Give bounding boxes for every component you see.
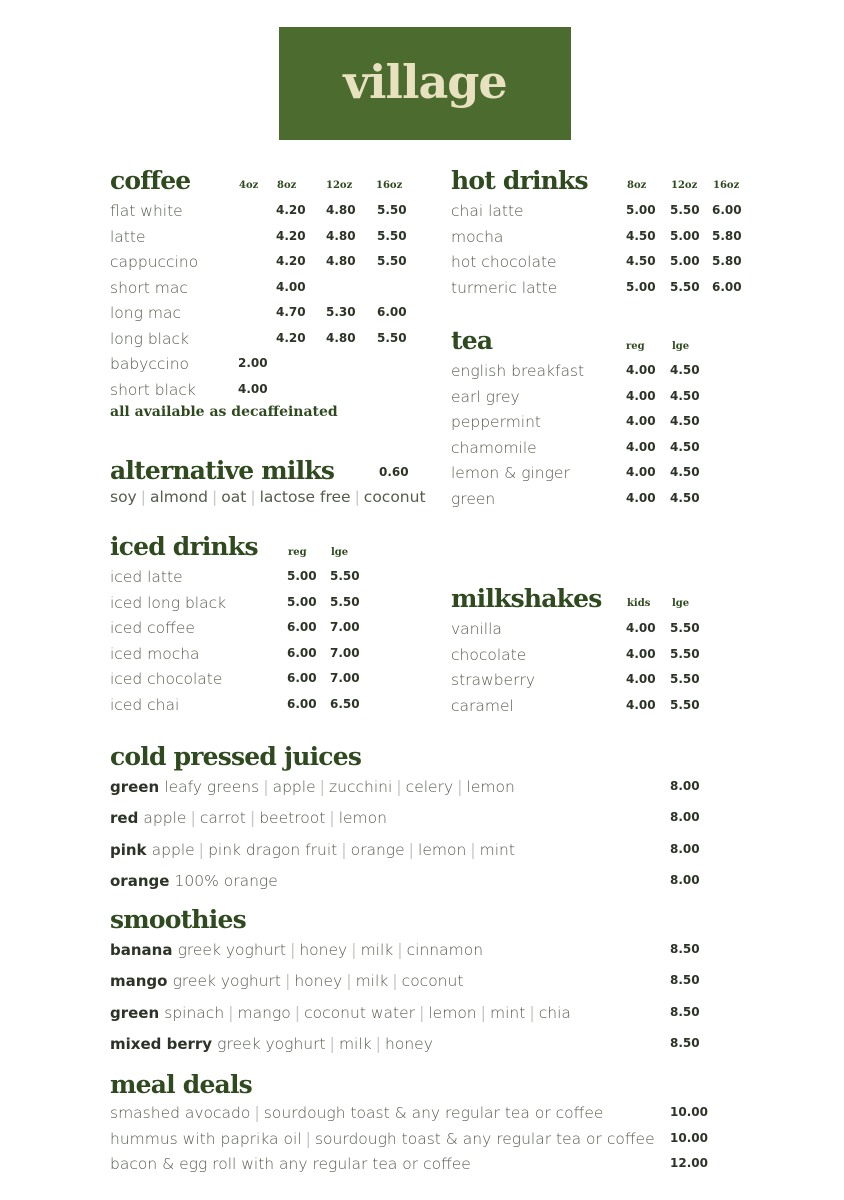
ingredient: coconut [401,972,464,991]
item-price: 8.50 [670,1004,700,1019]
section-title: alternative milks [110,456,335,485]
item-name: mixed berry [110,1034,213,1053]
item-name: peppermint [451,413,541,431]
decaf-note: all available as decaffeinated [110,404,338,420]
ingredient: chia [538,1003,571,1022]
ingredient: mango [237,1003,291,1022]
item-price: 4.20 [276,228,306,243]
milk-option: soy [110,488,137,506]
separator: | [408,839,415,859]
menu-item-row [451,486,771,511]
item-price: 7.00 [330,620,360,634]
meal-description: smashed avocado [110,1104,251,1122]
menu-item-row [110,1126,730,1151]
item-name: iced long black [110,593,227,612]
item-name: iced latte [110,568,183,586]
item-price: 6.00 [712,203,742,217]
item-name: flat white [110,202,183,220]
menu-item-row [110,351,430,376]
item-price: 4.70 [276,305,306,319]
item-price: 4.50 [626,228,656,243]
separator: | [254,1103,260,1122]
menu-item-row [110,377,430,402]
item-name: pink [110,840,147,859]
menu-item-row [110,692,430,717]
separator: | [418,1002,425,1022]
item-price: 7.00 [330,645,360,660]
item-name: hot chocolate [451,253,557,271]
item-price: 6.00 [377,305,407,319]
item-price: 4.00 [626,388,656,403]
size-header: 8oz [627,180,647,191]
item-name: long black [110,329,189,348]
separator: | [212,488,218,506]
alt-milk-options [110,488,426,506]
item-price: 4.00 [626,490,656,505]
menu-item-row [110,300,430,325]
item-name: iced mocha [110,644,200,663]
size-header: lge [672,598,690,609]
ingredient: apple [272,778,316,796]
menu-item-row [110,771,730,802]
section-title: coffee [110,166,191,195]
item-price: 4.50 [670,388,700,403]
separator: | [396,777,402,796]
separator: | [457,777,463,796]
item-price: 4.00 [626,414,656,428]
section-title: hot drinks [451,166,588,195]
separator: | [375,1033,382,1053]
separator: | [190,808,196,828]
menu-item-row [451,616,771,641]
item-price: 6.00 [712,279,742,294]
meal-description: sourdough toast & any regular tea or coffee [314,1129,655,1148]
ingredient: coconut water [304,1003,415,1022]
separator: | [284,971,291,991]
item-price: 4.80 [326,203,356,217]
item-price: 5.80 [712,228,742,243]
item-price: 5.80 [712,254,742,268]
item-price: 8.50 [670,973,700,988]
item-price: 8.00 [670,779,700,793]
size-header: 8oz [277,180,297,191]
item-price: 4.20 [276,254,306,268]
item-name: caramel [451,696,514,715]
item-price: 12.00 [670,1156,708,1170]
item-name: iced chai [110,695,180,714]
ingredient: mint [479,840,515,859]
ingredient: spinach [164,1003,225,1022]
menu-item-row [110,802,730,833]
menu-item-row [110,564,430,589]
ingredient: lemon [338,809,387,828]
separator: | [392,971,398,991]
item-price: 8.00 [670,841,700,856]
menu-item-row [110,1151,730,1176]
item-name: cappuccino [110,253,199,271]
size-header: 12oz [326,180,353,191]
item-price: 4.00 [626,465,656,479]
milk-option: lactose free [259,488,351,506]
menu-item-row [110,997,730,1028]
smoothies-section [110,905,730,1065]
ingredient: lemon [418,840,467,859]
item-price: 8.00 [670,810,700,825]
separator: | [319,777,326,796]
item-price: 10.00 [670,1130,708,1145]
item-name: mocha [451,227,504,246]
ingredient: zucchini [329,778,393,796]
menu-item-row [110,326,430,351]
menu-item-row [110,965,730,996]
ingredient: orange [350,840,405,859]
meal-description: sourdough toast & any regular tea or coffee [263,1104,604,1122]
item-price: 5.30 [326,305,356,319]
item-price: 5.00 [670,254,700,268]
separator: | [354,488,360,506]
separator: | [263,777,269,796]
item-price: 5.00 [287,569,317,583]
separator: | [140,488,146,506]
item-name: vanilla [451,620,502,638]
item-price: 4.00 [238,381,268,396]
menu-item-row [110,1100,730,1125]
ingredient: greek yoghurt [217,1034,326,1053]
milk-option: oat [221,488,247,506]
item-name: mango [110,972,168,991]
section-title: tea [451,326,493,355]
size-header: 16oz [376,180,403,191]
item-name: green [110,1003,160,1022]
menu-item-row [110,865,730,896]
menu-item-row [110,615,430,640]
menu-item-row [451,435,771,460]
item-name: chocolate [451,645,527,664]
item-name: orange [110,871,170,890]
separator: | [289,940,296,959]
menu-item-row [110,834,730,865]
item-price: 5.00 [626,279,656,294]
item-name: green [110,778,160,796]
menu-item-row [451,275,771,300]
item-price: 4.50 [626,254,656,268]
item-name: short black [110,380,196,399]
size-header: 16oz [713,180,740,191]
ingredient: 100% orange [174,871,278,890]
item-price: 4.00 [626,621,656,635]
menu-item-row [110,934,730,965]
separator: | [249,808,256,828]
item-price: 6.00 [287,671,317,685]
item-price: 6.00 [287,645,317,660]
item-price: 4.00 [626,646,656,661]
item-name: english breakfast [451,362,585,380]
menu-item-row [451,224,771,249]
milk-option: coconut [363,488,426,506]
item-price: 4.20 [276,203,306,217]
item-price: 4.50 [670,439,700,454]
menu-item-row [110,249,430,274]
item-price: 5.00 [287,594,317,609]
menu-item-row [110,1028,730,1059]
item-price: 5.50 [377,203,407,217]
item-name: babyccino [110,355,190,373]
item-price: 2.00 [238,356,268,370]
item-price: 5.50 [330,594,360,609]
menu-item-row [451,642,771,667]
ingredient: apple [151,840,195,859]
menu-item-row [451,384,771,409]
hot-drinks-section [451,166,771,301]
ingredient: apple [143,809,187,828]
item-price: 4.50 [670,363,700,377]
item-price: 5.50 [670,621,700,635]
item-name: chai latte [451,202,524,220]
ingredient: celery [405,778,454,796]
menu-item-row [110,224,430,249]
item-name: chamomile [451,438,537,457]
coffee-section [110,166,430,436]
alt-milk-price: 0.60 [379,465,409,479]
item-price: 5.50 [670,672,700,686]
item-price: 5.00 [670,228,700,243]
menu-item-row [451,667,771,692]
separator: | [529,1002,535,1022]
item-price: 4.00 [626,439,656,454]
item-name: lemon & ginger [451,464,570,482]
item-price: 4.80 [326,330,356,345]
size-header: 4oz [239,180,259,191]
meal-description: bacon & egg roll with any regular tea or coffee [110,1155,471,1173]
item-price: 4.80 [326,228,356,243]
item-price: 4.50 [670,414,700,428]
item-price: 4.50 [670,465,700,479]
item-price: 5.50 [377,330,407,345]
separator: | [341,839,347,859]
separator: | [480,1002,487,1022]
item-name: iced chocolate [110,670,223,688]
item-price: 10.00 [670,1105,708,1119]
menu-item-row [110,198,430,223]
item-name: earl grey [451,387,520,406]
ingredient: leafy greens [164,778,260,796]
item-price: 5.50 [670,203,700,217]
menu-item-row [451,249,771,274]
item-price: 8.50 [670,1035,700,1050]
ingredient: carrot [199,809,246,828]
meal-description: hummus with paprika oil [110,1129,302,1148]
menu-item-row [451,460,771,485]
ingredient: milk [355,972,389,991]
ingredient: milk [360,941,394,959]
menu-item-row [451,198,771,223]
section-title: cold pressed juices [110,742,362,771]
item-price: 7.00 [330,671,360,685]
item-name: latte [110,227,146,246]
item-name: turmeric latte [451,278,558,297]
separator: | [198,839,205,859]
size-header: kids [627,598,651,609]
separator: | [346,971,352,991]
separator: | [351,940,357,959]
item-name: long mac [110,304,181,322]
ingredient: pink dragon fruit [208,840,338,859]
item-price: 5.50 [670,646,700,661]
size-header: lge [672,341,690,352]
item-price: 6.00 [287,696,317,711]
ingredient: honey [385,1034,433,1053]
milk-option: almond [149,488,209,506]
item-price: 5.50 [670,279,700,294]
iced-drinks-section [110,532,430,722]
item-price: 4.80 [326,254,356,268]
ingredient: milk [338,1034,372,1053]
separator: | [294,1002,301,1022]
item-price: 8.50 [670,942,700,956]
section-title: iced drinks [110,532,258,561]
menu-item-row [451,409,771,434]
meal-deals-section [110,1070,730,1180]
item-name: green [451,489,496,508]
menu-item-row [451,358,771,383]
size-header: lge [331,547,349,558]
item-price: 6.50 [330,696,360,711]
section-title: milkshakes [451,584,602,613]
size-header: reg [288,547,307,558]
separator: | [470,839,476,859]
item-name: short mac [110,278,188,297]
ingredient: greek yoghurt [172,972,281,991]
brand-name: village [343,54,507,109]
menu-item-row [110,275,430,300]
item-price: 4.00 [626,672,656,686]
item-price: 6.00 [287,620,317,634]
alternative-milks-section [110,456,440,516]
ingredient: honey [299,941,348,959]
separator: | [228,1002,234,1022]
menu-item-row [451,693,771,718]
menu-item-row [110,666,430,691]
item-price: 5.00 [626,203,656,217]
item-price: 5.50 [377,254,407,268]
menu-item-row [110,641,430,666]
juices-section [110,742,730,902]
separator: | [329,1033,335,1053]
separator: | [329,808,335,828]
item-price: 4.00 [626,697,656,712]
item-price: 5.50 [670,697,700,712]
ingredient: honey [294,972,343,991]
item-price: 5.50 [377,228,407,243]
separator: | [305,1128,311,1148]
separator: | [250,488,256,506]
item-price: 4.00 [276,279,306,294]
section-title: meal deals [110,1070,252,1099]
section-title: smoothies [110,905,246,934]
item-name: banana [110,941,173,959]
ingredient: greek yoghurt [177,941,286,959]
item-price: 4.00 [626,363,656,377]
size-header: reg [626,341,645,352]
item-name: iced coffee [110,619,195,637]
milkshakes-section [451,584,771,719]
item-name: strawberry [451,671,535,689]
menu-item-row [110,590,430,615]
ingredient: mint [490,1003,526,1022]
item-name: red [110,809,139,828]
ingredient: beetroot [259,809,326,828]
separator: | [397,940,403,959]
ingredient: cinnamon [406,941,484,959]
ingredient: lemon [466,778,515,796]
item-price: 8.00 [670,872,700,887]
item-price: 4.20 [276,330,306,345]
ingredient: lemon [428,1003,477,1022]
brand-logo [279,27,571,140]
size-header: 12oz [671,180,698,191]
item-price: 4.50 [670,490,700,505]
tea-section [451,326,771,516]
item-price: 5.50 [330,569,360,583]
